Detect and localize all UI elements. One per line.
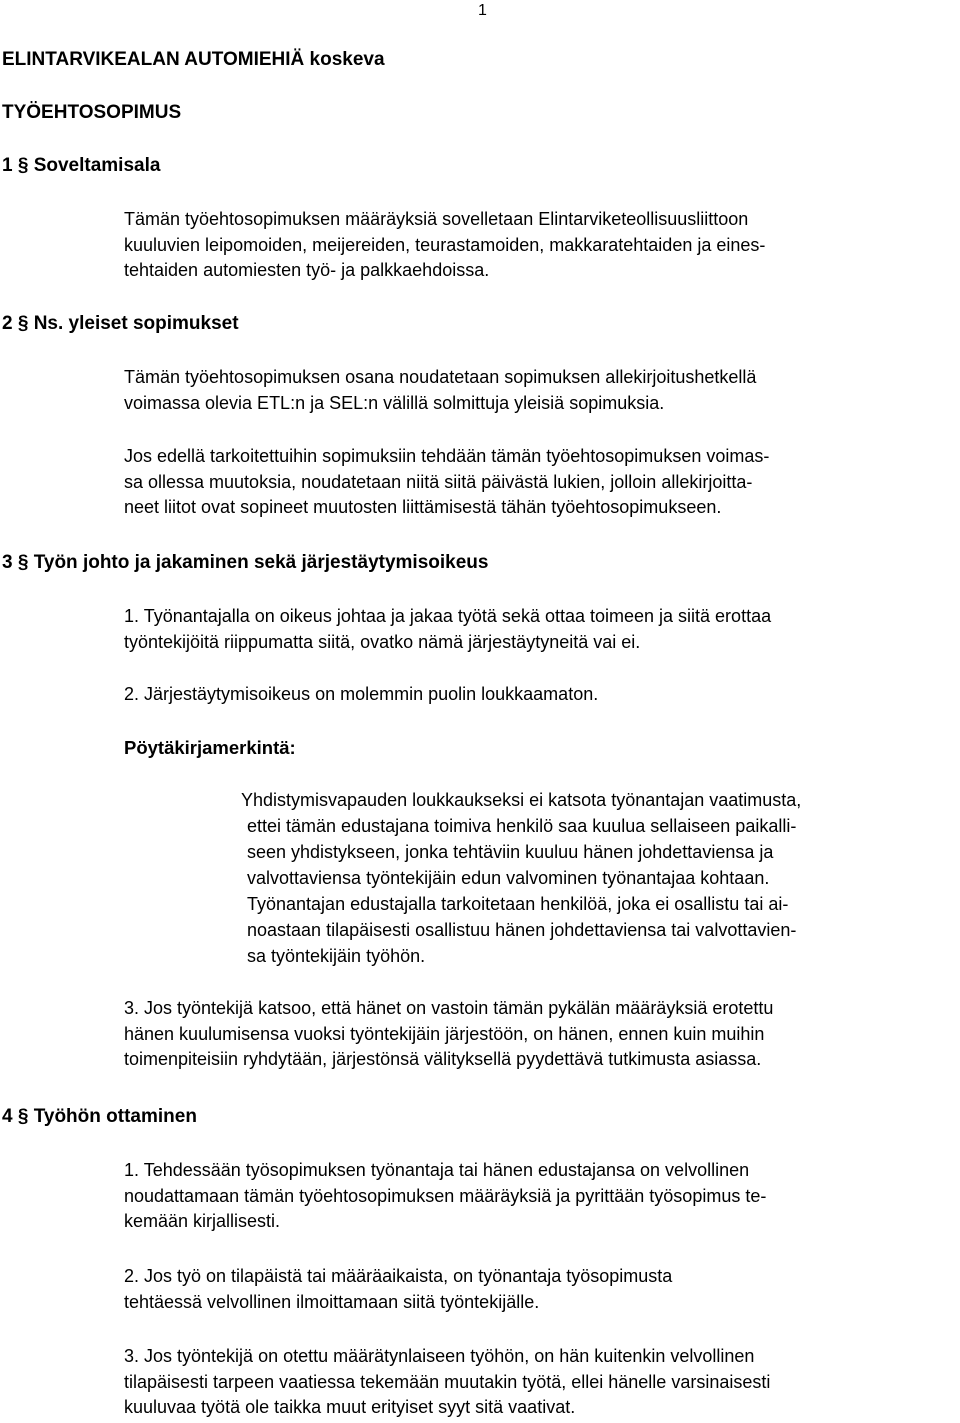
text-line: 2. Jos työ on tilapäistä tai määräaikaista, on työnantaja työsopimusta (124, 1266, 673, 1286)
section-4-heading: 4 § Työhön ottaminen (2, 1106, 197, 1127)
text-line: kuuluvien leipomoiden, meijereiden, teurastamoiden, makkaratehtaiden ja eines- (124, 234, 766, 255)
text-line: sa ollessa muutoksia, noudatetaan niitä siitä päivästä lukien, jolloin allekirjoitta- (124, 471, 753, 492)
text-line: tehtaiden automiesten työ- ja palkkaehdoissa. (124, 260, 490, 280)
section-3-paragraph-1 (124, 604, 771, 655)
section-1-heading: 1 § Soveltamisala (2, 155, 161, 176)
text-line: noudattamaan tämän työehtosopimuksen määräyksiä ja pyrittään työsopimus te- (124, 1185, 767, 1206)
text-line: valvottaviensa työntekijäin edun valvominen työnantajaa kohtaan. (247, 868, 770, 888)
text-line: Työnantajan edustajalla tarkoitetaan henkilöä, joka ei osallistu tai ai- (247, 894, 789, 914)
section-2-paragraph-1 (124, 365, 756, 416)
section-1-paragraph (124, 207, 765, 284)
text-line: Yhdistymisvapauden loukkaukseksi ei katsota työnantajan vaatimusta, (241, 790, 802, 810)
text-line: 1. Työnantajalla on oikeus johtaa ja jakaa työtä sekä ottaa toimeen ja siitä erottaa (124, 606, 772, 626)
text-line: neet liitot ovat sopineet muutosten liittämisestä tähän työehtosopimukseen. (124, 497, 722, 517)
text-line: tehtäessä velvollinen ilmoittamaan siitä työntekijälle. (124, 1291, 540, 1312)
text-line: kuuluvaa työtä ole taikka muut erityiset syyt sitä vaativat. (124, 1397, 576, 1417)
text-line: Jos edellä tarkoitettuihin sopimuksiin tehdään tämän työehtosopimuksen voimas- (124, 446, 770, 466)
text-line: Tämän työehtosopimuksen määräyksiä sovelletaan Elintarviketeollisuusliittoon (124, 209, 749, 229)
text-line: seen yhdistykseen, jonka tehtäviin kuuluu hänen johdettaviensa ja (247, 842, 774, 862)
section-4-paragraph-1 (124, 1158, 766, 1235)
section-2-paragraph-2 (124, 444, 769, 521)
text-line: 2. Järjestäytymisoikeus on molemmin puolin loukkaamaton. (124, 684, 599, 704)
protocol-note (241, 787, 802, 969)
text-line: työntekijöitä riippumatta siitä, ovatko nämä järjestäytyneitä vai ei. (124, 631, 641, 652)
section-4-paragraph-3 (124, 1344, 770, 1421)
text-line: 1. Tehdessään työsopimuksen työnantaja tai hänen edustajansa on velvollinen (124, 1160, 750, 1180)
note-heading: Pöytäkirjamerkintä: (124, 737, 296, 758)
text-line: ettei tämän edustajana toimiva henkilö saa kuulua sellaiseen paikalli- (247, 816, 797, 836)
text-line: toimenpiteisiin ryhdytään, järjestönsä välityksellä pyydettävä tutkimusta asiassa. (124, 1049, 762, 1069)
text-line: hänen kuulumisensa vuoksi työntekijäin järjestöön, on hänen, ennen kuin muihin (124, 1023, 765, 1044)
document-title: ELINTARVIKEALAN AUTOMIEHIÄ koskeva (2, 49, 385, 70)
section-2-heading: 2 § Ns. yleiset sopimukset (2, 313, 239, 334)
section-3-paragraph-3 (124, 996, 773, 1073)
text-line: sa työntekijäin työhön. (247, 946, 426, 966)
section-4-paragraph-2 (124, 1264, 672, 1315)
page-number: 1 (478, 2, 487, 19)
text-line: voimassa olevia ETL:n ja SEL:n välillä solmittuja yleisiä sopimuksia. (124, 392, 665, 413)
text-line: Tämän työehtosopimuksen osana noudatetaan sopimuksen allekirjoitushetkellä (124, 367, 757, 387)
text-line: tilapäisesti tarpeen vaatiessa tekemään muutakin työtä, ellei hänelle varsinaisesti (124, 1371, 771, 1392)
text-line: 3. Jos työntekijä katsoo, että hänet on vastoin tämän pykälän määräyksiä erotettu (124, 998, 774, 1018)
text-line: 3. Jos työntekijä on otettu määrätynlaiseen työhön, on hän kuitenkin velvollinen (124, 1346, 755, 1366)
text-line: kemään kirjallisesti. (124, 1211, 281, 1231)
section-3-paragraph-2 (124, 682, 598, 708)
text-line: noastaan tilapäisesti osallistuu hänen johdettaviensa tai valvottavien- (247, 920, 797, 940)
document-subtitle: TYÖEHTOSOPIMUS (2, 102, 182, 123)
section-3-heading: 3 § Työn johto ja jakaminen sekä järjestäytymisoikeus (2, 552, 489, 573)
